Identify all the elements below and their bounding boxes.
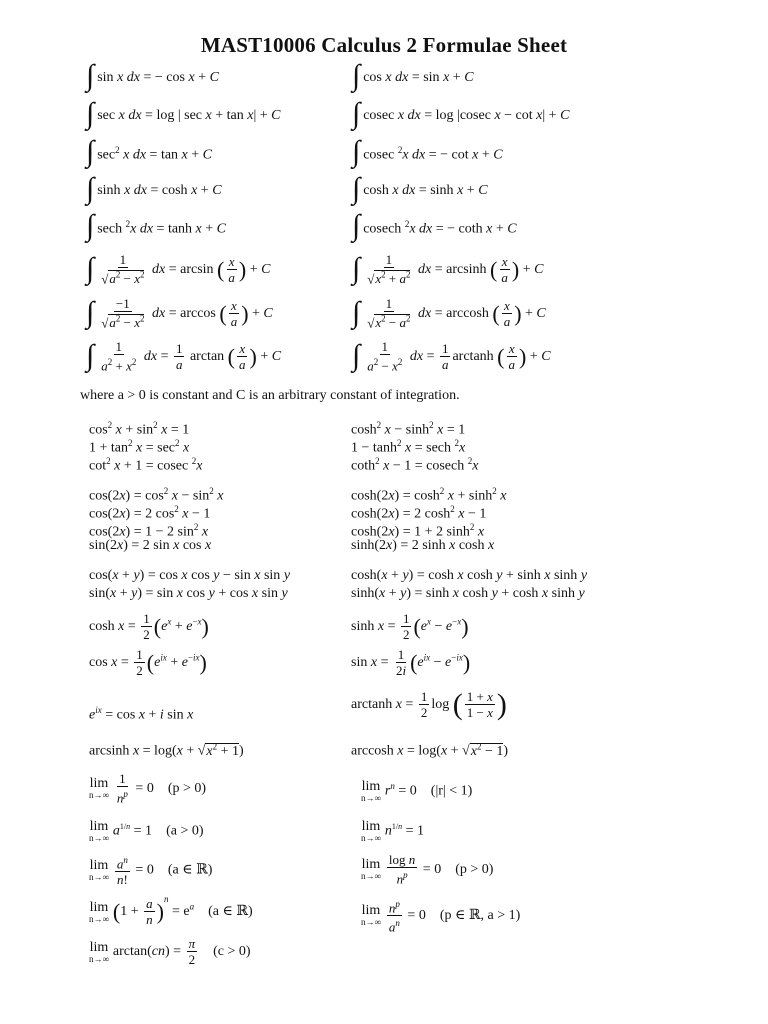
identity-tan: $1 + \tan^2 x = \sec^2 x$ bbox=[89, 438, 190, 456]
formula-arcsinh: arcsinh $x = \log(x + √x^2 + 1)$ bbox=[89, 741, 244, 759]
identity-cos2x-a: $\cos(2x) = \cos^2 x - \sin^2 x$ bbox=[89, 486, 224, 504]
integral-sign-icon: ∫ bbox=[86, 209, 95, 242]
integral-cosec2: ∫ cosec $^2$x dx = − cot x + C bbox=[352, 135, 503, 168]
identity-sin2x: sin(2x) = 2 sin x cos x bbox=[89, 538, 212, 553]
integral-arctan: ∫ $\frac{1}{a^2 + x^2}$ dx = $\frac{1}{a}$ arctan ( $\frac{x}{a}$ ) + C bbox=[86, 338, 282, 374]
integral-cosec: ∫ cosec x dx = log |cosec x − cot x| + C bbox=[352, 97, 570, 130]
integral-sign-icon: ∫ bbox=[352, 295, 361, 329]
integral-sign-icon: ∫ bbox=[352, 172, 361, 205]
integral-sign-icon: ∫ bbox=[86, 338, 95, 372]
identity-cosh-sum: cosh(x + y) = cosh x cosh y + sinh x sinh y bbox=[351, 568, 588, 583]
integral-arcsinh: ∫ $\frac{1}{√x^2 + a^2}$ dx = arcsinh ( $\frac{x}{a}$ ) + C bbox=[352, 251, 544, 287]
constants-note: where a > 0 is constant and C is an arbitrary constant of integration. bbox=[80, 388, 460, 403]
integral-arcsin: ∫ $\frac{1}{√a^2 - x^2}$ dx = arcsin ( $\frac{x}{a}$ ) + C bbox=[86, 251, 271, 287]
identity-coth: coth$^2$ x − 1 = cosech $^2$x bbox=[351, 456, 479, 474]
page-title: MAST10006 Calculus 2 Formulae Sheet bbox=[200, 33, 568, 57]
integral-arctanh: ∫ $\frac{1}{a^2 - x^2}$ dx = $\frac{1}{a}$ arctanh ( $\frac{x}{a}$ ) + C bbox=[352, 338, 551, 374]
integral-sign-icon: ∫ bbox=[86, 135, 95, 168]
integral-sech2: ∫ sech $^2$x dx = tanh x + C bbox=[86, 209, 227, 242]
identity-sinh-sum: sinh(x + y) = sinh x cosh y + cosh x sinh y bbox=[351, 586, 585, 601]
integral-sign-icon: ∫ bbox=[352, 97, 361, 130]
integral-sin: ∫ sin x dx = − cos x + C bbox=[86, 59, 219, 92]
formula-sin-exp: sin x = $\frac{1}{2i}$ $(e^{ix} - e^{-ix})$ bbox=[351, 647, 471, 678]
formula-sinh-exp: sinh x = $\frac{1}{2}$ $(e^x - e^{-x})$ bbox=[351, 611, 469, 642]
identity-sinh2x: sinh(2x) = 2 sinh x cosh x bbox=[351, 538, 495, 553]
integral-sinh: ∫ sinh x dx = cosh x + C bbox=[86, 172, 222, 205]
integral-sec: ∫ sec x dx = log | sec x + tan x| + C bbox=[86, 97, 281, 130]
identity-cot: $\cot^2 x + 1 = cosec$ $^2$x bbox=[89, 456, 203, 474]
identity-cos2x-c: cos(2x) = 1 − 2 $\sin^2 x$ bbox=[89, 522, 209, 540]
integral-cosech2: ∫ cosech $^2$x dx = − coth x + C bbox=[352, 209, 517, 242]
limit-np-over-an: lim n→∞ $\frac{n^p}{a^n}$ = 0 (p ∈ ℝ, a > 1) bbox=[361, 899, 521, 935]
integral-sign-icon: ∫ bbox=[86, 295, 95, 329]
identity-cosh2x-a: $\cosh(2x) = \cosh^2 x + \sinh^2 x$ bbox=[351, 486, 507, 504]
limit-a-root-n: lim n→∞ $a^{1/n} = 1$ (a > 0) bbox=[89, 818, 204, 843]
formula-arctanh: arctanh x = $\frac{1}{2}$ log ( $\frac{1 + x}{1 - x}$ ) bbox=[351, 688, 507, 721]
identity-sin-sum: sin(x + y) = sin x cos y + cos x sin y bbox=[89, 586, 288, 601]
formula-cos-exp: cos x = $\frac{1}{2}$ $(e^{ix} + e^{-ix})$ bbox=[89, 647, 207, 678]
integral-sign-icon: ∫ bbox=[352, 209, 361, 242]
integral-sign-icon: ∫ bbox=[86, 59, 95, 92]
limit-1-over-np: lim n→∞ $\frac{1}{n^p}$ = 0 (p > 0) bbox=[89, 771, 207, 806]
formula-cosh-exp: cosh x = $\frac{1}{2}$ $(e^x + e^{-x})$ bbox=[89, 611, 209, 642]
formula-arccosh: arccosh $x = \log(x + √x^2 - 1)$ bbox=[351, 741, 509, 759]
integral-sign-icon: ∫ bbox=[352, 135, 361, 168]
integral-sign-icon: ∫ bbox=[352, 251, 361, 285]
integral-cos: ∫ cos x dx = sin x + C bbox=[352, 59, 474, 92]
integral-arccosh: ∫ $\frac{1}{√x^2 - a^2}$ dx = arccosh ( $\frac{x}{a}$ ) + C bbox=[352, 295, 546, 331]
integral-sec2: ∫ $\sec^2 x$ dx = tan x + C bbox=[86, 135, 213, 168]
limit-arctan: lim n→∞ arctan(cn) = $\frac{\pi}{2}$ (c > 0) bbox=[89, 936, 251, 967]
integral-sign-icon: ∫ bbox=[86, 172, 95, 205]
formula-euler: $e^{ix} = \cos x + i$ sin x bbox=[89, 705, 194, 723]
integral-arccos: ∫ $\frac{-1}{√a^2 - x^2}$ dx = arccos ( $\frac{x}{a}$ ) + C bbox=[86, 295, 273, 331]
identity-cosh2x-b: cosh(2x) = 2 $\cosh^2 x - 1$ bbox=[351, 504, 487, 522]
limit-n-root-n: lim n→∞ $n^{1/n} = 1$ bbox=[361, 818, 425, 843]
limit-an-over-nfact: lim n→∞ $\frac{a^n}{n!}$ = 0 (a ∈ ℝ) bbox=[89, 855, 213, 888]
limit-log-over-np: lim n→∞ $\frac{\text{log n}}{n^p}$ = 0 (p > 0) bbox=[361, 852, 494, 887]
identity-tanh: $1 - \tanh^2 x = \sec h$ $^2$x bbox=[351, 438, 466, 456]
identity-pythag: $\cos^2 x + \sin^2 x = 1$ bbox=[89, 420, 190, 438]
integral-sign-icon: ∫ bbox=[86, 97, 95, 130]
integral-sign-icon: ∫ bbox=[352, 338, 361, 372]
identity-hyp-pythag: $\cosh^2 x - \sinh^2 x = 1$ bbox=[351, 420, 466, 438]
identity-cos-sum: cos(x + y) = cos x cos y − sin x sin y bbox=[89, 568, 291, 583]
integral-sign-icon: ∫ bbox=[86, 251, 95, 285]
limit-compound: lim n→∞ (1 + $\frac{a}{n}$ )$^n = e^a$ (a ∈ ℝ) bbox=[89, 893, 253, 927]
identity-cos2x-b: cos(2x) = 2 $\cos^2 x - 1$ bbox=[89, 504, 211, 522]
identity-cosh2x-c: cosh(2x) = 1 + 2 $\sinh^2 x$ bbox=[351, 522, 485, 540]
integral-cosh: ∫ cosh x dx = sinh x + C bbox=[352, 172, 488, 205]
limit-rn: lim n→∞ $r^n = 0$ (|r| < 1) bbox=[361, 778, 473, 803]
integral-sign-icon: ∫ bbox=[352, 59, 361, 92]
